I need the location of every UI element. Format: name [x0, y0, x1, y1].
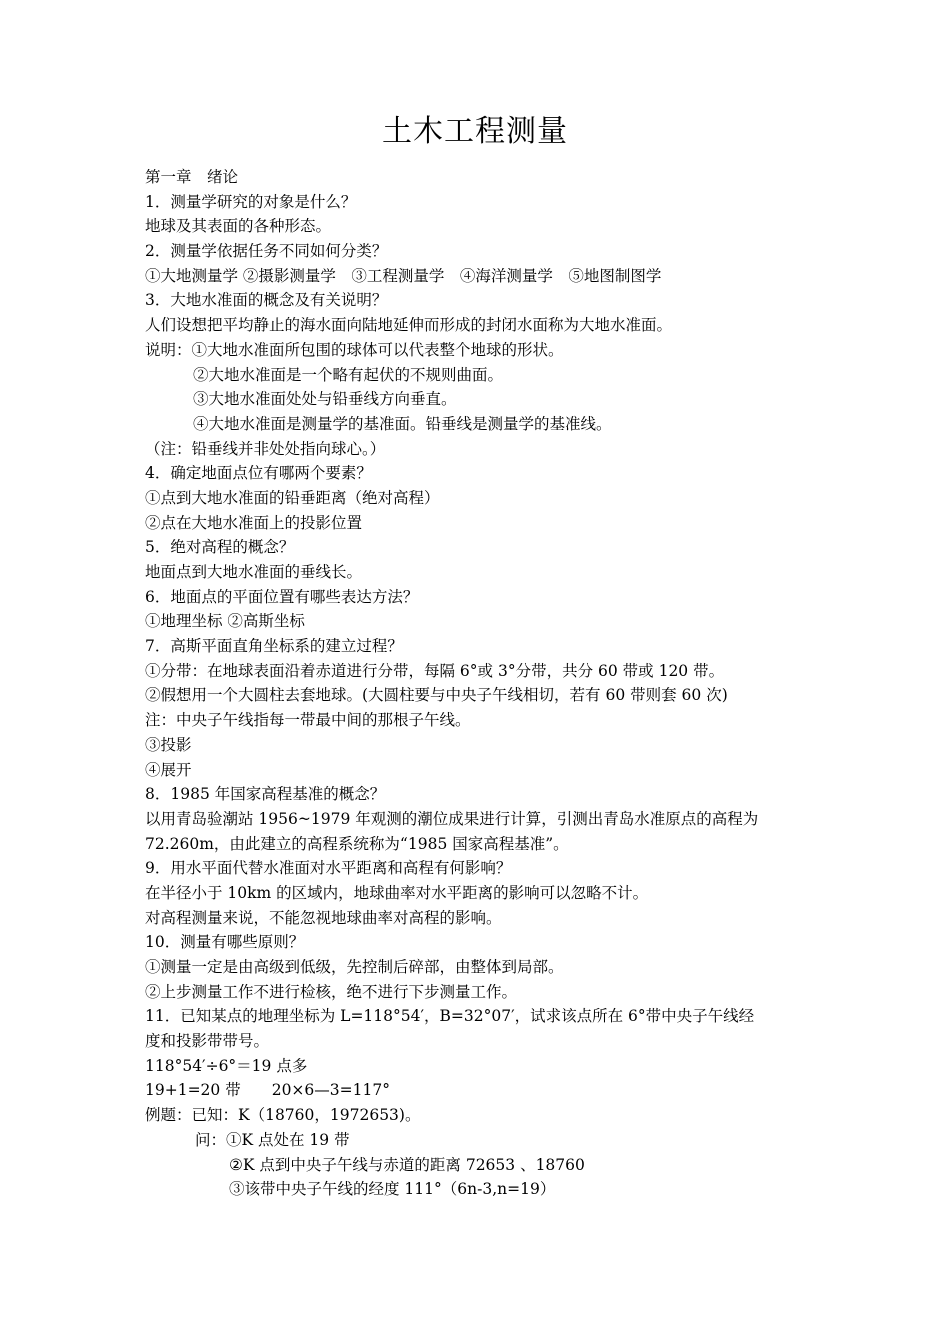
- answer-3-note-3: ③大地水准面处处与铅垂线方向垂直。: [193, 390, 457, 409]
- answer-8-line-1: 以用青岛验潮站 1956~1979 年观测的潮位成果进行计算，引测出青岛水准原点的高程为: [145, 809, 759, 828]
- question-1: 1．测量学研究的对象是什么？: [145, 192, 357, 211]
- answer-7-step-4: ④展开: [145, 760, 192, 779]
- example-question-3: ③该带中央子午线的经度 111°（6n-3,n=19）: [229, 1180, 556, 1199]
- answer-8-line-2: 72.260m，由此建立的高程系统称为“1985 国家高程基准”。: [145, 834, 569, 853]
- answer-2: ①大地测量学 ②摄影测量学 ③工程测量学 ④海洋测量学 ⑤地图制图学: [145, 266, 662, 285]
- question-3: 3．大地水准面的概念及有关说明？: [145, 291, 388, 310]
- question-8: 8．1985 年国家高程基准的概念？: [145, 785, 386, 804]
- question-11-line-1: 11．已知某点的地理坐标为 L=118°54′，B=32°07′，试求该点所在 6°带中央子午线经: [145, 1007, 755, 1026]
- question-11-line-2: 度和投影带带号。: [145, 1032, 270, 1051]
- document-body: [145, 165, 825, 1202]
- document-title: 土木工程测量: [382, 114, 568, 149]
- answer-7-step-1: ①分带：在地球表面沿着赤道进行分带，每隔 6°或 3°分带，共分 60 带或 120 带。: [145, 661, 725, 680]
- answer-4-item-2: ②点在大地水准面上的投影位置: [145, 513, 363, 532]
- answer-10-item-1: ①测量一定是由高级到低级，先控制后碎部，由整体到局部。: [145, 958, 564, 976]
- answer-3-note-2: ②大地水准面是一个略有起伏的不规则曲面。: [193, 365, 504, 384]
- example-question-2: ②K 点到中央子午线与赤道的距离 72653 、18760: [229, 1155, 585, 1174]
- question-6: 6．地面点的平面位置有哪些表达方法？: [145, 587, 419, 606]
- question-7: 7．高斯平面直角坐标系的建立过程？: [145, 637, 403, 656]
- question-4: 4．确定地面点位有哪两个要素？: [145, 464, 372, 483]
- answer-7-note: 注：中央子午线指每一带最中间的那根子午线。: [145, 711, 471, 730]
- answer-7-step-2: ②假想用一个大圆柱去套地球。(大圆柱要与中央子午线相切，若有 60 带则套 60 次): [145, 686, 728, 705]
- answer-6: ①地理坐标 ②高斯坐标: [145, 612, 305, 631]
- question-2: 2．测量学依据任务不同如何分类？: [145, 242, 388, 261]
- question-10: 10．测量有哪些原则？: [145, 933, 305, 952]
- answer-9-line-2: 对高程测量来说，不能忽视地球曲率对高程的影响。: [145, 908, 502, 927]
- answer-11-calc-1: 118°54′÷6°＝19 点多: [145, 1056, 308, 1075]
- answer-3: 人们设想把平均静止的海水面向陆地延伸而形成的封闭水面称为大地水准面。: [145, 316, 673, 335]
- answer-5: 地面点到大地水准面的垂线长。: [145, 563, 363, 581]
- answer-3-note-4: ④大地水准面是测量学的基准面。铅垂线是测量学的基准线。: [193, 414, 612, 433]
- example-question-1: 问：①K 点处在 19 带: [195, 1130, 350, 1149]
- question-9: 9．用水平面代替水准面对水平距离和高程有何影响？: [145, 859, 512, 878]
- answer-3-remark: （注：铅垂线并非处处指向球心。）: [145, 439, 386, 458]
- question-5: 5．绝对高程的概念？: [145, 538, 295, 557]
- answer-11-calc-2: 19+1=20 带 20×6—3=117°: [145, 1081, 390, 1100]
- answer-1: 地球及其表面的各种形态。: [145, 217, 332, 236]
- answer-3-note-1: 说明：①大地水准面所包围的球体可以代表整个地球的形状。: [145, 340, 564, 359]
- answer-4-item-1: ①点到大地水准面的铅垂距离（绝对高程）: [145, 488, 440, 507]
- chapter-heading: 第一章 绪论: [145, 168, 239, 186]
- answer-9-line-1: 在半径小于 10km 的区域内，地球曲率对水平距离的影响可以忽略不计。: [145, 883, 649, 902]
- example-heading: 例题：已知：K（18760，1972653)。: [145, 1106, 421, 1125]
- answer-7-step-3: ③投影: [145, 735, 192, 754]
- answer-10-item-2: ②上步测量工作不进行检核，绝不进行下步测量工作。: [145, 982, 518, 1001]
